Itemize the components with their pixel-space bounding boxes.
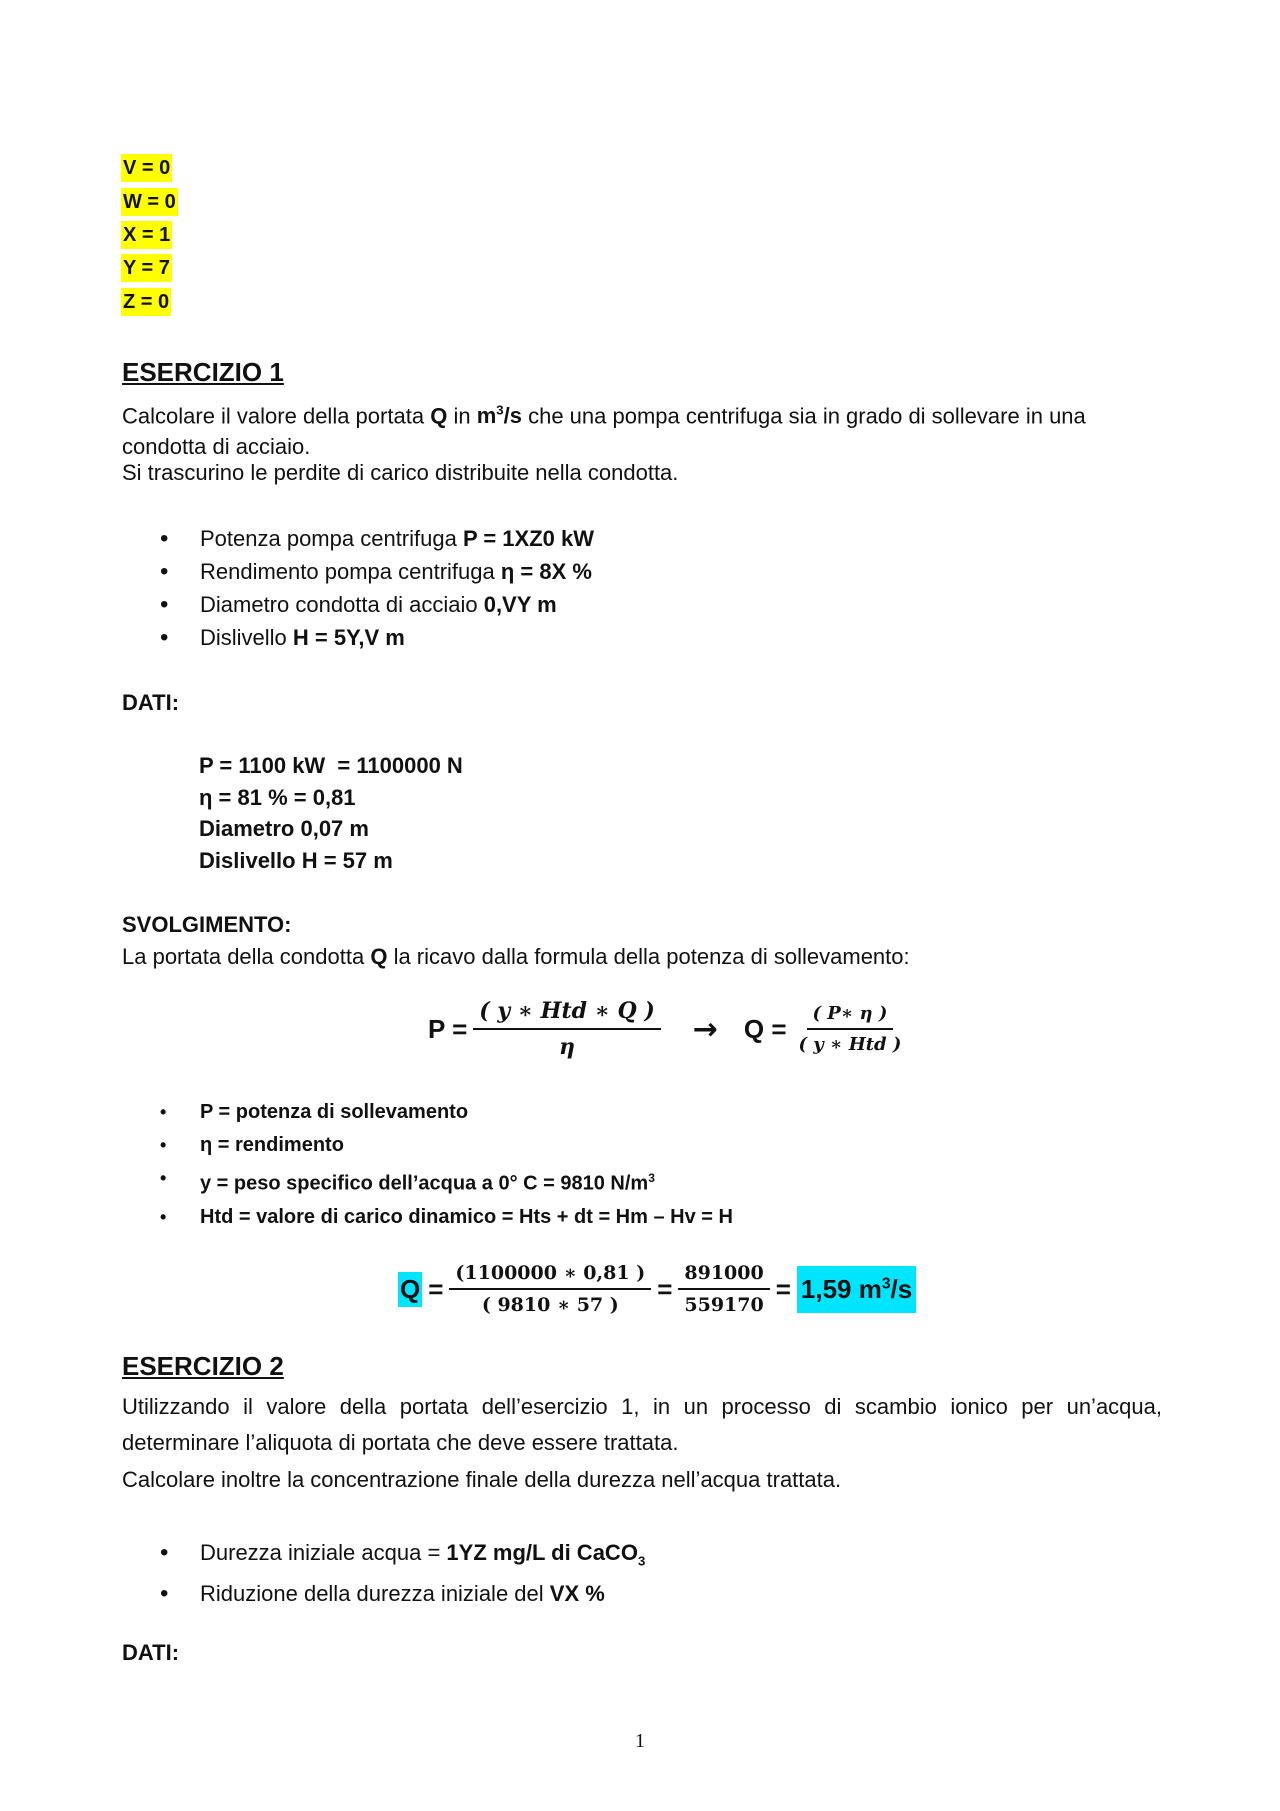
- formula-p-numerator: ( y ∗ Htd ∗ Q ): [473, 998, 660, 1030]
- exercise-1-note: Si trascurino le perdite di carico distribuite nella condotta.: [122, 460, 679, 485]
- formula-p-fraction: [473, 998, 660, 1060]
- svolgimento-label: SVOLGIMENTO:: [122, 912, 292, 937]
- exercise-1-bullets: [160, 522, 594, 654]
- list-item: [160, 522, 594, 555]
- page-number: 1: [635, 1730, 645, 1752]
- variable-v: V = 0: [121, 154, 172, 182]
- data-line: Dislivello H = 57 m: [199, 847, 393, 873]
- formula-p-lhs: P =: [428, 1013, 468, 1044]
- variable-x: X = 1: [121, 221, 172, 249]
- variable-y: Y = 7: [121, 254, 172, 282]
- exercise-2-note: Calcolare inoltre la concentrazione finale della durezza nell’acqua trattata.: [122, 1467, 842, 1492]
- bullet-text: Rendimento pompa centrifuga: [200, 559, 501, 584]
- data-line: Diametro 0,07 m: [199, 816, 369, 841]
- exercise-2-intro: Utilizzando il valore della portata dell’esercizio 1, in un processo di scambio ionico per un’acqua, determinare l’aliquota di portata che deve essere trattata.: [122, 1394, 1162, 1455]
- result-numerator-2: 891000: [678, 1262, 769, 1290]
- exercise-2-title: ESERCIZIO 2: [122, 1351, 284, 1381]
- intro-text-2: che una pompa centrifuga sia in grado di sollevare in una condotta di acciaio.: [122, 403, 1086, 460]
- result-value-tail: /s: [890, 1273, 913, 1304]
- bullet-value: VX %: [549, 1581, 605, 1607]
- result-denominator-1: ( 9810 ∗ 57 ): [481, 1294, 619, 1316]
- intro-in: in: [453, 403, 471, 429]
- arrow-icon: →: [692, 1011, 718, 1047]
- bullet-value: [446, 1540, 646, 1569]
- formula-q-lhs: Q =: [743, 1013, 787, 1044]
- list-item: • Htd = valore di carico dinamico = Hts + dt = Hm – Hv = H: [160, 1201, 733, 1234]
- result-numerator-1: (1100000 ∗ 0,81 ): [449, 1262, 651, 1290]
- result-equals: =: [657, 1273, 673, 1304]
- bullet-text: Durezza iniziale acqua =: [200, 1540, 447, 1565]
- intro-q: Q: [430, 403, 448, 429]
- list-item: • P = potenza di sollevamento: [160, 1096, 733, 1129]
- svolgimento-q: Q: [370, 944, 388, 969]
- svolgimento-text-2: la ricavo dalla formula della potenza di sollevamento:: [393, 944, 910, 969]
- data-line: P = 1100 kW = 1100000 N: [199, 753, 463, 778]
- result-fraction-2: [678, 1262, 769, 1316]
- result-equals: =: [428, 1273, 444, 1304]
- formula-p-denominator: η: [559, 1034, 575, 1060]
- result-q: Q: [398, 1272, 422, 1307]
- bullet-value: η = 8X %: [500, 559, 592, 584]
- unit-exp: 3: [496, 403, 504, 418]
- bullet-value: 0,VY m: [483, 592, 557, 617]
- list-item: [160, 588, 594, 621]
- result-fraction-1: [449, 1262, 651, 1316]
- exercise-2-bullets: [160, 1536, 645, 1610]
- exercise-1-intro: [122, 395, 1162, 462]
- intro-text-1: Calcolare il valore della portata: [122, 403, 425, 429]
- svolgimento-text-1: La portata della condotta: [122, 944, 365, 969]
- result-equals: =: [775, 1273, 791, 1304]
- list-item: [160, 1162, 733, 1201]
- formula-q-fraction: [793, 1003, 908, 1055]
- exercise-1-data: [199, 750, 463, 876]
- unit-tail: /s: [503, 403, 522, 429]
- data-line: η = 81 % = 0,81: [199, 784, 356, 810]
- list-item: [160, 1577, 645, 1610]
- formula-legend: [160, 1096, 733, 1234]
- bullet-text: Riduzione della durezza iniziale del: [200, 1581, 550, 1607]
- result-value-base: 1,59 m: [800, 1273, 882, 1304]
- unit-base: m: [476, 403, 497, 429]
- bullet-value: H = 5Y,V m: [292, 625, 405, 650]
- bullet-text: Diametro condotta di acciaio: [200, 592, 484, 617]
- result-denominator-2: 559170: [684, 1294, 764, 1316]
- power-formula: [428, 998, 913, 1060]
- intro-unit: [477, 403, 522, 428]
- result-value: [797, 1266, 916, 1313]
- formula-q-denominator: ( y ∗ Htd ): [798, 1034, 902, 1055]
- list-item: [160, 555, 594, 588]
- legend-sup: 3: [648, 1171, 655, 1185]
- dati-label-2: DATI:: [122, 1640, 180, 1665]
- result-value-exp: 3: [881, 1274, 891, 1292]
- svolgimento-text: [122, 941, 1162, 972]
- exercise-1-title: ESERCIZIO 1: [122, 357, 284, 387]
- list-item: • η = rendimento: [160, 1129, 733, 1162]
- bullet-value: P = 1XZ0 kW: [462, 526, 594, 551]
- list-item: [160, 1536, 645, 1577]
- dati-label-1: DATI:: [122, 690, 180, 715]
- bullet-value-sub: 3: [637, 1553, 646, 1569]
- legend-text: y = peso specifico dell’acqua a 0° C = 9810 N/m: [200, 1172, 649, 1195]
- bullet-value-text: 1YZ mg/L di CaCO: [446, 1540, 638, 1565]
- bullet-text: Potenza pompa centrifuga: [200, 526, 463, 551]
- formula-q-numerator: ( P∗ η ): [807, 1003, 894, 1030]
- variable-w: W = 0: [121, 188, 178, 216]
- variable-z: Z = 0: [121, 288, 171, 316]
- list-item: [160, 621, 594, 654]
- result-formula: [398, 1262, 916, 1316]
- bullet-text: Dislivello: [200, 625, 293, 650]
